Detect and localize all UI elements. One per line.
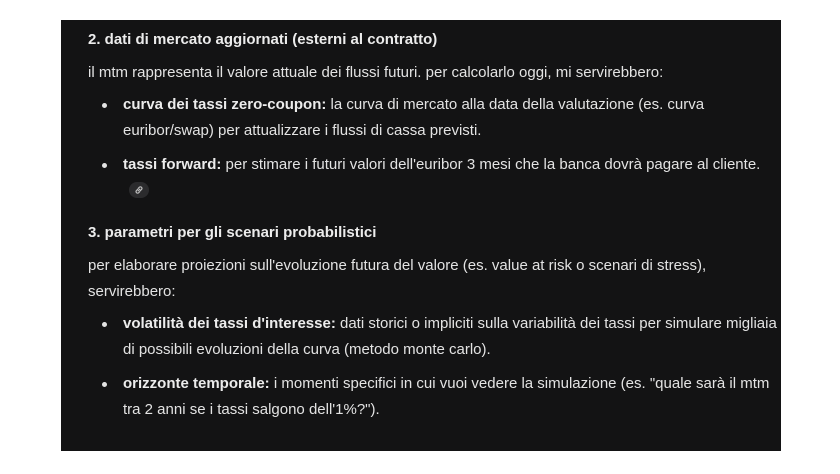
bullet-dot <box>102 322 107 327</box>
bullet-dot <box>102 382 107 387</box>
bullet-list <box>88 92 781 204</box>
section-heading: 2. dati di mercato aggiornati (esterni al contratto) <box>88 31 438 48</box>
section-scenario-parameters <box>88 220 781 423</box>
bullet-dot <box>102 103 107 108</box>
section-intro: per elaborare proiezioni sull'evoluzione futura del valore (es. value at risk o scenari di stress), servirebbero: <box>88 257 707 300</box>
bullet-text: la curva di mercato alla data della valutazione (es. curva euribor/swap) per attualizzare i flussi di cassa previsti. <box>123 96 705 139</box>
bullet-list <box>88 311 781 423</box>
list-item <box>88 371 781 423</box>
bullet-text: per stimare i futuri valori dell'euribor 3 mesi che la banca dovrà pagare al cliente. <box>221 156 761 173</box>
section-intro: il mtm rappresenta il valore attuale dei flussi futuri. per calcolarlo oggi, mi servirebbero: <box>88 64 664 81</box>
bullet-text: i momenti specifici in cui vuoi vedere la simulazione (es. "quale sarà il mtm tra 2 anni se i tassi salgono dell'1%?"). <box>123 375 770 418</box>
list-item <box>88 152 781 204</box>
link-icon[interactable] <box>129 182 149 198</box>
bullet-term: curva dei tassi zero-coupon: <box>123 96 327 113</box>
bullet-dot <box>102 163 107 168</box>
list-item <box>88 311 781 363</box>
bullet-term: tassi forward: <box>123 156 222 173</box>
section-market-data <box>88 27 781 204</box>
bullet-text: dati storici o impliciti sulla variabilità dei tassi per simulare migliaia di possibili evoluzioni della curva (metodo monte carlo). <box>123 315 777 358</box>
section-heading: 3. parametri per gli scenari probabilistici <box>88 224 377 241</box>
bullet-term: volatilità dei tassi d'interesse: <box>123 315 336 332</box>
bullet-term: orizzonte temporale: <box>123 375 270 392</box>
chat-response-panel <box>61 20 781 451</box>
list-item <box>88 92 781 144</box>
